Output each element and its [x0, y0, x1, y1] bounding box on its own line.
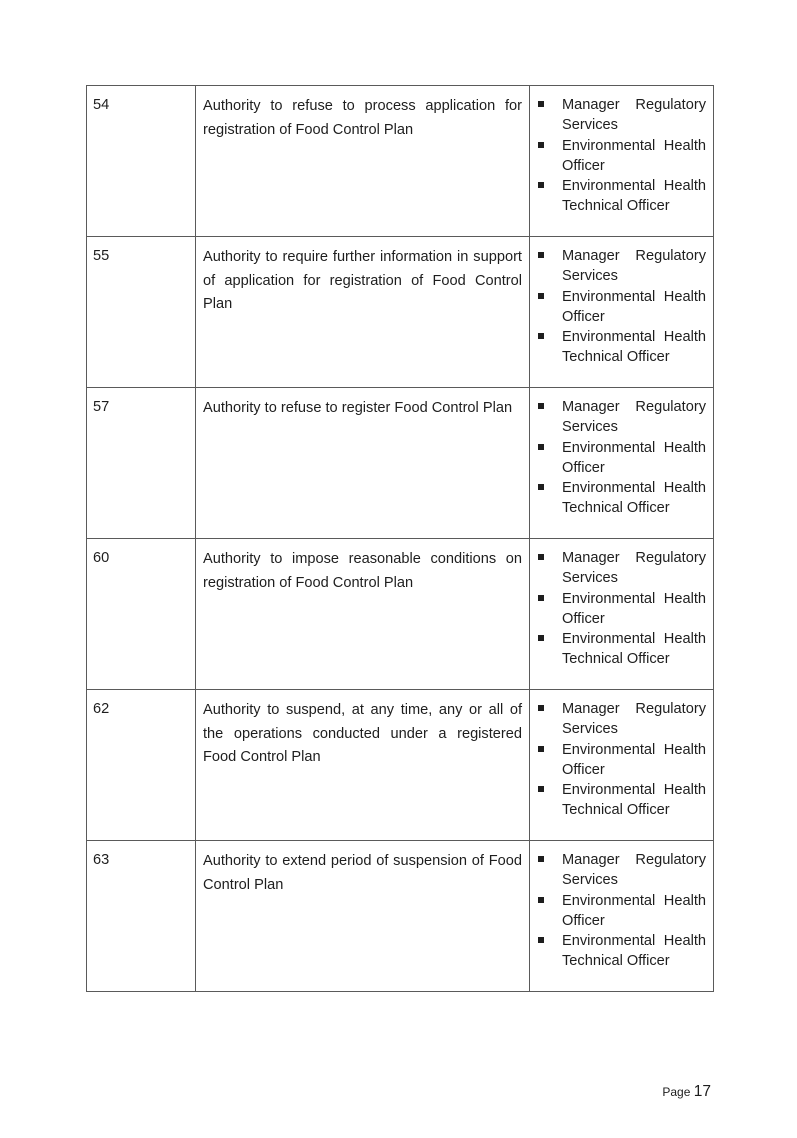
square-bullet-icon [538, 484, 544, 490]
section-number: 57 [93, 399, 110, 415]
square-bullet-icon [538, 856, 544, 862]
section-number-cell [87, 690, 196, 841]
square-bullet-icon [538, 444, 544, 450]
delegates-list [530, 388, 713, 519]
square-bullet-icon [538, 333, 544, 339]
page-label: Page [662, 1085, 691, 1099]
delegates-list [530, 237, 713, 368]
description-cell [196, 539, 530, 690]
section-number-cell [87, 86, 196, 237]
square-bullet-icon [538, 635, 544, 641]
delegate-item [538, 478, 706, 519]
square-bullet-icon [538, 182, 544, 188]
delegate-label: Environmental Health Officer [562, 137, 706, 174]
delegate-label: Manager Regulatory Services [562, 248, 706, 285]
section-number-cell [87, 539, 196, 690]
delegate-label: Environmental Health Technical Officer [562, 933, 706, 970]
description-cell [196, 690, 530, 841]
square-bullet-icon [538, 142, 544, 148]
delegate-item [538, 629, 706, 670]
delegate-item [538, 931, 706, 972]
delegate-item [538, 850, 706, 891]
delegates-cell [530, 86, 714, 237]
square-bullet-icon [538, 403, 544, 409]
delegate-label: Manager Regulatory Services [562, 399, 706, 436]
section-number: 55 [93, 248, 110, 264]
description-cell [196, 237, 530, 388]
square-bullet-icon [538, 595, 544, 601]
table-row [87, 237, 714, 388]
delegate-item [538, 740, 706, 781]
delegate-label: Environmental Health Technical Officer [562, 782, 706, 819]
square-bullet-icon [538, 937, 544, 943]
description-text: Authority to suspend, at any time, any or all of the operations conducted under a registered Food Control Plan [203, 702, 522, 765]
section-number-cell [87, 237, 196, 388]
section-number: 60 [93, 550, 110, 566]
delegate-label: Manager Regulatory Services [562, 852, 706, 889]
delegate-item [538, 438, 706, 479]
delegate-item [538, 176, 706, 217]
delegate-item [538, 699, 706, 740]
square-bullet-icon [538, 786, 544, 792]
square-bullet-icon [538, 293, 544, 299]
delegates-cell [530, 690, 714, 841]
delegate-label: Environmental Health Technical Officer [562, 480, 706, 517]
delegate-label: Environmental Health Technical Officer [562, 329, 706, 366]
delegate-item [538, 891, 706, 932]
delegates-list [530, 539, 713, 670]
delegate-label: Manager Regulatory Services [562, 97, 706, 134]
delegate-label: Manager Regulatory Services [562, 701, 706, 738]
square-bullet-icon [538, 897, 544, 903]
table-body [87, 86, 714, 992]
delegates-list [530, 690, 713, 821]
description-text: Authority to extend period of suspension of Food Control Plan [203, 853, 522, 893]
square-bullet-icon [538, 705, 544, 711]
delegate-label: Manager Regulatory Services [562, 550, 706, 587]
description-cell [196, 388, 530, 539]
section-number: 54 [93, 97, 110, 113]
description-text: Authority to refuse to process application for registration of Food Control Plan [203, 98, 522, 138]
section-number-cell [87, 841, 196, 992]
square-bullet-icon [538, 252, 544, 258]
delegate-item [538, 780, 706, 821]
delegate-item [538, 136, 706, 177]
delegate-label: Environmental Health Officer [562, 288, 706, 325]
delegate-item [538, 548, 706, 589]
delegate-item [538, 246, 706, 287]
delegate-label: Environmental Health Officer [562, 892, 706, 929]
description-text: Authority to require further information in support of application for registration of Food Control Plan [203, 249, 522, 312]
delegates-cell [530, 237, 714, 388]
description-cell [196, 86, 530, 237]
table-row [87, 86, 714, 237]
delegate-item [538, 397, 706, 438]
page-footer [662, 1083, 711, 1101]
delegate-label: Environmental Health Technical Officer [562, 178, 706, 215]
delegates-list [530, 841, 713, 972]
delegate-item [538, 589, 706, 630]
description-text: Authority to refuse to register Food Control Plan [203, 400, 513, 416]
delegations-table [86, 85, 714, 992]
delegate-label: Environmental Health Officer [562, 439, 706, 476]
delegates-cell [530, 388, 714, 539]
delegates-list [530, 86, 713, 217]
square-bullet-icon [538, 101, 544, 107]
square-bullet-icon [538, 746, 544, 752]
delegate-label: Environmental Health Officer [562, 741, 706, 778]
description-cell [196, 841, 530, 992]
table-row [87, 690, 714, 841]
description-text: Authority to impose reasonable conditions on registration of Food Control Plan [203, 551, 522, 591]
delegate-label: Environmental Health Officer [562, 590, 706, 627]
table-row [87, 388, 714, 539]
section-number: 63 [93, 852, 110, 868]
delegate-label: Environmental Health Technical Officer [562, 631, 706, 668]
delegate-item [538, 327, 706, 368]
table-row [87, 539, 714, 690]
square-bullet-icon [538, 554, 544, 560]
delegates-cell [530, 539, 714, 690]
delegates-cell [530, 841, 714, 992]
table-row [87, 841, 714, 992]
page-number: 17 [693, 1083, 711, 1100]
section-number: 62 [93, 701, 110, 717]
delegate-item [538, 95, 706, 136]
section-number-cell [87, 388, 196, 539]
delegate-item [538, 287, 706, 328]
